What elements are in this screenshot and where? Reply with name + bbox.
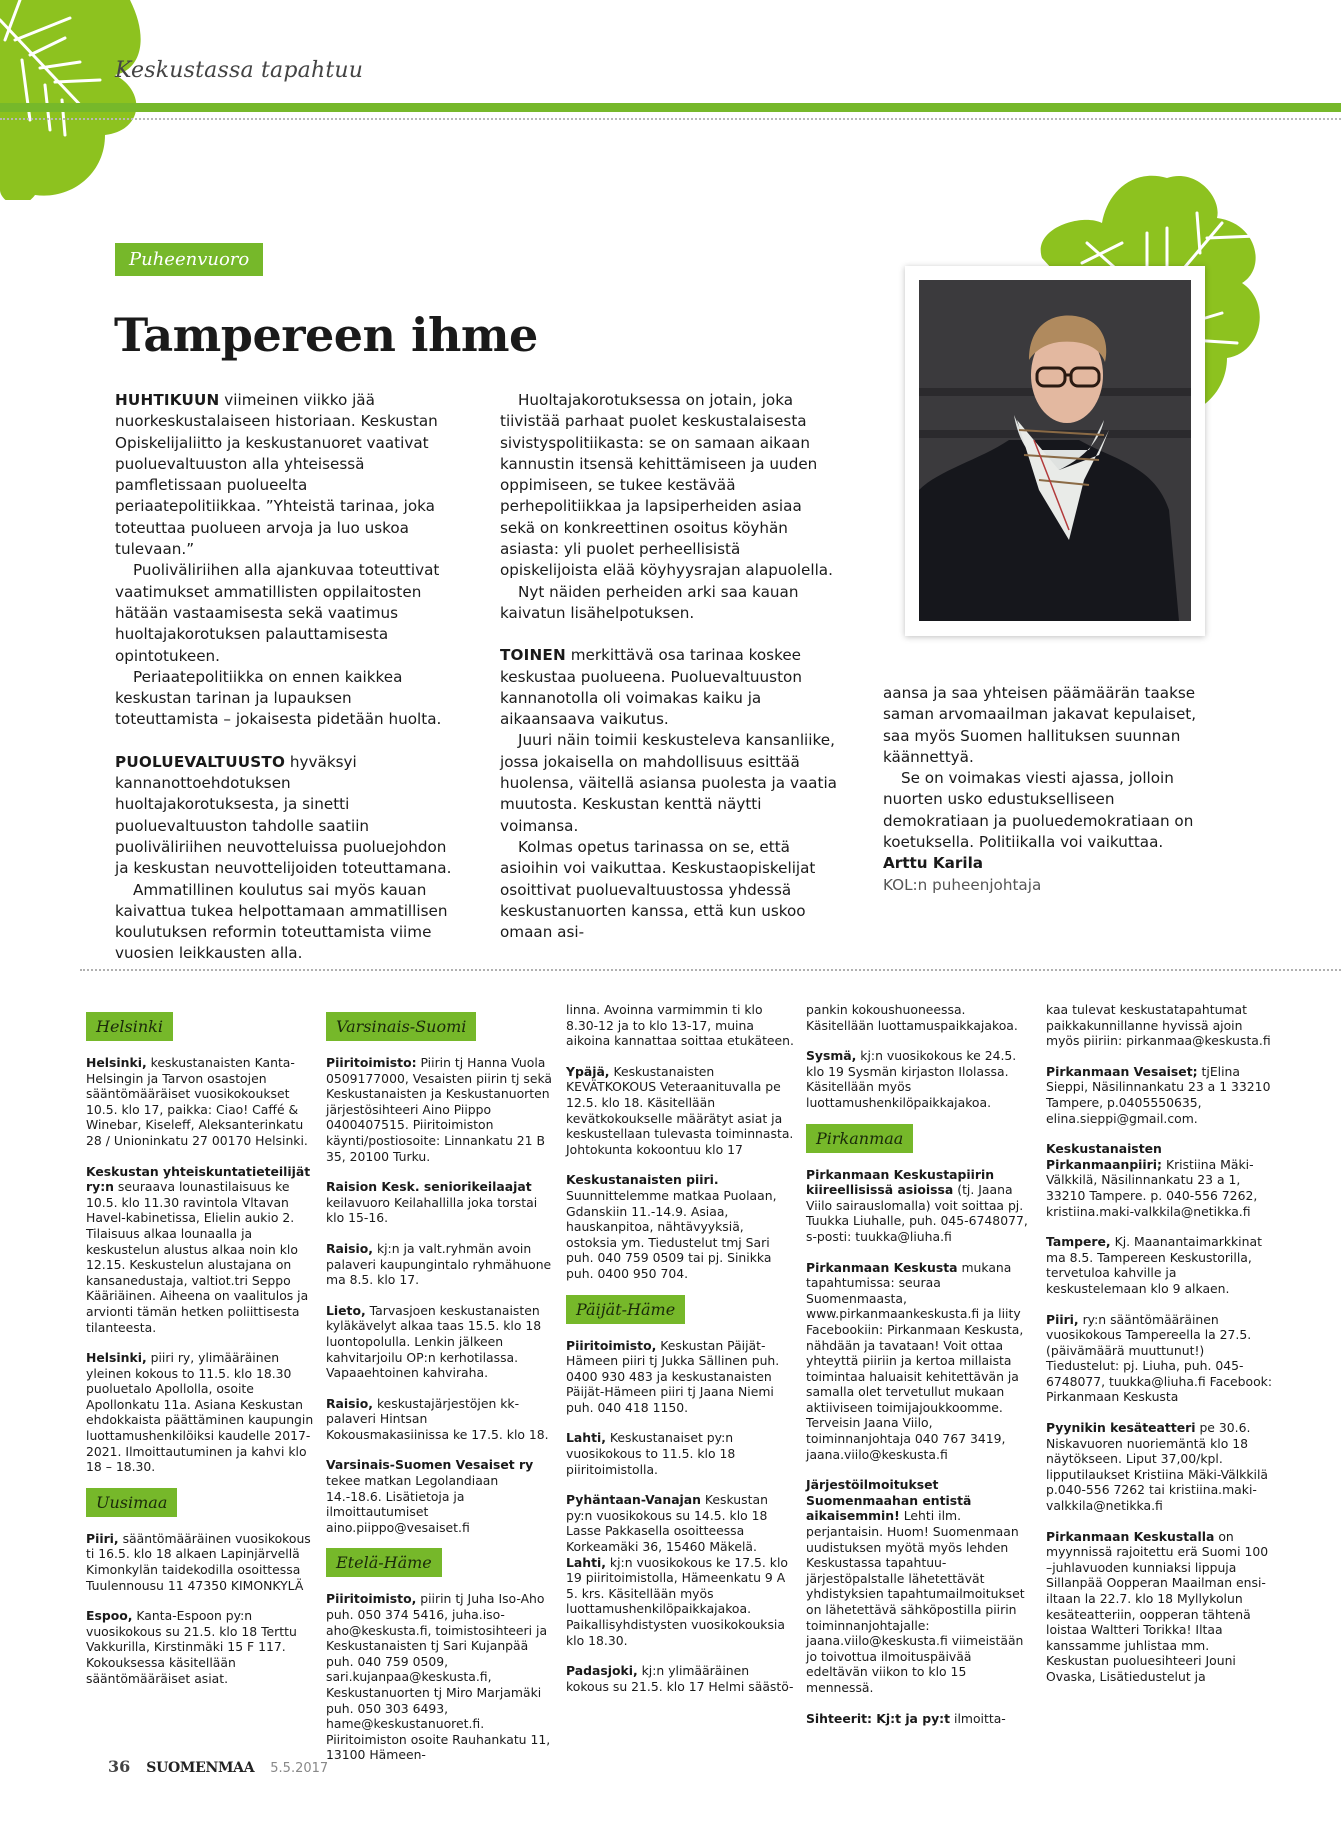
article-paragraph: Nyt näiden perheiden arki saa kauan kaivatun lisähelpotuksen. xyxy=(500,582,799,622)
notice-lead: Varsinais-Suomen Vesaiset ry xyxy=(326,1457,534,1473)
notice-text: kj:n vuosikokous ke 24.5. klo 19 Sysmän kirjaston Ilolassa. Käsitellään myös luottamushenkilöpaikkajakoa. xyxy=(806,1048,1017,1110)
page-footer xyxy=(108,1757,328,1776)
notice-text: keskustanaisten Kanta-Helsingin ja Tarvon osastojen sääntömääräiset vuosikokoukset 10.5. klo 17, paikka: Ciao! Caffé & Winebar, Kiseleff, Aleksanterinkatu 28 / Unioninkatu 27 00170 Helsinki. xyxy=(86,1055,308,1148)
article-paragraph: Ammatillinen koulutus sai myös kauan kaivattua tukea helpottamaan ammatillisen koulutuksen reformin toteuttamista viime vuosien leikkausten alla. xyxy=(115,880,448,963)
notice-lead: Padasjoki, xyxy=(566,1663,638,1679)
byline-name: Arttu Karila xyxy=(883,854,984,873)
notice-lead: Keskustan yhteiskuntatieteilijät ry:n xyxy=(86,1163,311,1195)
notice-item xyxy=(1046,1141,1274,1219)
article-paragraph: Juuri näin toimii keskusteleva kansanliike, jossa jokaisella on mahdollisuus esittää huolensa, väitellä asiansa puolesta ja vaatia muutosta. Keskustan kenttä näytti voimansa. xyxy=(500,731,837,835)
header-rule xyxy=(0,103,1341,112)
portrait-illustration xyxy=(919,280,1191,621)
region-heading-row xyxy=(566,1297,794,1338)
notice-item xyxy=(566,1338,794,1416)
notice-item xyxy=(1046,1529,1274,1685)
author-photo-frame xyxy=(905,266,1205,636)
notice-lead: Sysmä, xyxy=(806,1048,857,1064)
notice-text: seuraava lounastilaisuus ke 10.5. klo 11.30 ravintola Vltavan Havel-kabinetissa, Elielin aukio 2. Tilaisuus alkaa lounaalla ja keskustelun alustus alkaa noin klo 12.15. Keskustelun alustajana on kansanedustaja, valtiot.tri Seppo Kääriäinen. Aiheena on vaalitulos ja arvionti tämän hetken poliittisesta tilanteesta. xyxy=(86,1179,309,1335)
notice-item xyxy=(566,1492,794,1554)
issue-date: 5.5.2017 xyxy=(270,1761,329,1776)
header-dotted-divider xyxy=(0,118,1341,120)
notices-column-2 xyxy=(326,1012,554,1778)
notice-text: Lehti ilm. perjantaisin. Huom! Suomenmaan uudistuksen myötä myös lehden Keskustassa tapahtuu-järjestöpalstalle lähetettävät yhdistyksien tapahtumailmoitukset on lähetettävä sähköpostilla piirin toiminnanjohtajalle: jaana.viilo@keskusta.fi viimeistään jo toivottua ilmoituspäivää edeltävän viikon to klo 15 mennessä. xyxy=(806,1508,1025,1695)
notice-item xyxy=(566,1555,794,1649)
notice-text: Keskustan py:n vuosikokous su 14.5. klo 18 Lasse Pakkasella osoitteessa Korkeamäki 36, 15460 Mäkelä. xyxy=(566,1492,768,1555)
notice-text: piiri ry, ylimääräinen yleinen kokous to 11.5. klo 18.30 puoluetalo Apollolla, osoite Apollonkatu 11a. Asiana Keskustan ehdokkaista päättäminen kaupungin luottamushenkilöiksi kaudelle 2017-2021. Ilmoittautuminen ja kahvi klo 18 – 18.30. xyxy=(86,1350,314,1475)
notice-item xyxy=(86,1608,314,1686)
notice-text: piirin tj Juha Iso-Aho puh. 050 374 5416, juha.iso-aho@keskusta.fi, toimistosihteeri ja Keskustanaisten tj Sari Kujanpää puh. 040 759 0509, sari.kujanpaa@keskusta.fi, Keskustanuorten tj Miro Marjamäki puh. 050 303 6493, hame@keskustanuoret.fi. Piiritoimiston osoite Rauhankatu 11, 13100 Hämeen- xyxy=(326,1591,551,1763)
notice-text: Suunnittelemme matkaa Puolaan, Gdanskiin 11.-14.9. Asiaa, hauskanpitoa, nähtävyyksiä, ostoksia ym. Tiedustelut tmj Sari puh. 040 759 0509 tai pj. Sinikka puh. 0400 950 704. xyxy=(566,1187,777,1281)
notice-lead: Ypäjä, xyxy=(566,1063,610,1079)
notice-item xyxy=(86,1350,314,1475)
notice-item xyxy=(566,1430,794,1477)
notice-text: Keskustan Päijät-Hämeen piiri tj Jukka Sällinen puh. 0400 930 483 ja keskustanaisten Päijät-Hämeen piiri tj Jaana Niemi puh. 040 418 1150. xyxy=(566,1337,780,1415)
publication-name: SUOMENMAA xyxy=(146,1760,255,1776)
article-column-3 xyxy=(883,683,1223,896)
notice-text: on myynnissä rajoitettu erä Suomi 100 –juhlavuoden kunniaksi lippuja Sillanpää Oopperan Maailman ensi-iltaan la 22.7. klo 18 Myllykolun kesäteatteriin, oopperan tähtenä loistaa Waltteri Torikka! Iltaa kanssamme juhlistaa mm. Keskustan puoluesihteeri Jouni Ovaska, Lisätiedustelut ja xyxy=(1046,1528,1269,1684)
notice-text: Kristiina Mäki-Välkkilä, Näsilinnankatu 23 a 1, 33210 Tampere. p. 040-556 7262, kristiina.maki-valkkila@netikka.fi xyxy=(1046,1156,1258,1219)
notice-text: keskustajärjestöjen kk-palaveri Hintsan Kokousmakasiinissa ke 17.5. klo 18. xyxy=(326,1395,549,1442)
notice-text: kj:n ja valt.ryhmän avoin palaveri kaupungintalo ryhmähuone ma 8.5. klo 17. xyxy=(326,1240,552,1288)
region-heading: Päijät-Häme xyxy=(566,1295,685,1324)
notice-item xyxy=(326,1241,554,1288)
notice-lead: Piiri, xyxy=(1046,1311,1079,1327)
notice-item xyxy=(806,1711,1034,1727)
notice-item xyxy=(1046,1002,1274,1049)
notice-item xyxy=(566,1663,794,1694)
region-heading: Etelä-Häme xyxy=(326,1548,442,1577)
notices-column-3 xyxy=(566,1002,794,1709)
article-paragraph: HUHTIKUUN viimeinen viikko jää nuorkeskustalaiseen historiaan. Keskustan Opiskelijaliitto ja keskustanuoret vaativat puoluevaltuuston alla yhteisessä pamfletissaan puolueelta periaatepolitiikkaa. ”Yhteistä tarinaa, joka toteuttaa puolueen arvoja ja luo uskoa tulevaan.” xyxy=(115,391,438,559)
notice-text: Keskustanaiset py:n vuosikokous to 11.5. klo 18 piiritoimistolla. xyxy=(566,1430,736,1477)
notice-text: mukana tapahtumissa: seuraa Suomenmaasta, www.pirkanmaankeskusta.fi ja liity Facebookiin: Pirkanmaan Keskusta, nähdään ja tavataan! Voit ottaa yhteyttä piiriin ja kertoa millaista toimintaa haluaisit kehitettävän ja samalla olet tervetullut mukaan aktiiviseen toimijajoukkoomme. Terveisin Jaana Viilo, toiminnanjohtaja 040 767 3419, jaana.viilo@keskusta.fi xyxy=(806,1259,1024,1462)
notice-item xyxy=(86,1055,314,1149)
region-heading-row xyxy=(326,1550,554,1591)
notice-item xyxy=(806,1048,1034,1110)
region-heading-row xyxy=(326,1012,554,1055)
notice-text: (tj. Jaana Viilo sairauslomalla) voit soittaa pj. Tuukka Liuhalle, puh. 045-6748077, s-posti: tuukka@liuha.fi xyxy=(806,1182,1028,1244)
article-headline: Tampereen ihme xyxy=(114,308,538,362)
notice-lead: Tampere, xyxy=(1046,1234,1111,1250)
notice-text: Kanta-Espoon py:n vuosikokous su 21.5. klo 18 Terttu Vakkurilla, Kirstinmäki 15 F 117. Kokouksessa käsitellään sääntömääräiset asiat. xyxy=(86,1608,297,1686)
notice-item xyxy=(1046,1234,1274,1296)
leaf-decoration-icon xyxy=(0,0,150,200)
region-heading: Helsinki xyxy=(86,1012,173,1041)
article-paragraph: Se on voimakas viesti ajassa, jolloin nuorten usko edustukselliseen demokratiaan ja puoluedemokratiaan on koetuksella. Politiikalla voi vaikuttaa. xyxy=(883,769,1194,852)
notice-lead: Helsinki, xyxy=(86,1350,147,1366)
notices-column-4 xyxy=(806,1002,1034,1741)
notice-item xyxy=(566,1172,794,1281)
notice-text: tjElina Sieppi, Näsilinnankatu 23 a 1 33210 Tampere, p.0405550635, elina.sieppi@gmail.com. xyxy=(1046,1063,1271,1126)
notice-text: pankin kokoushuoneessa. Käsitellään luottamuspaikkajakoa. xyxy=(806,1002,1018,1033)
notice-item xyxy=(86,1164,314,1336)
article-paragraph: Puoliväliriihen alla ajankuvaa toteuttivat vaatimukset ammatillisten oppilaitosten hätään vastaamisesta sekä vaatimus huoltajakorotuksen palauttamisesta opintotukeen. xyxy=(115,561,440,665)
region-heading-row xyxy=(86,1490,314,1531)
notice-item xyxy=(86,1531,314,1593)
notice-text: Piirin tj Hanna Vuola 0509177000, Vesaisten piirin tj sekä Keskustanaisten ja Keskustanuorten järjestösihteeri Aino Piippo 0400407515. Piiritoimiston käynti/postiosoite: Linnankatu 21 B 35, 20100 Turku. xyxy=(326,1055,553,1164)
notice-lead: Lahti, xyxy=(566,1430,606,1446)
notice-item xyxy=(566,1064,794,1158)
notice-text: kaa tulevat keskustatapahtumat paikkakunnillanne hyvissä ajoin myös piiriin: pirkanmaa@keskusta.fi xyxy=(1046,1002,1271,1049)
notice-lead: Pirkanmaan Vesaiset; xyxy=(1046,1063,1198,1079)
notice-lead: Lahti, xyxy=(566,1554,606,1570)
notice-text: kj:n vuosikokous ke 17.5. klo 19 piiritoimistolla, Hämeenkatu 9 A 5. krs. Käsitellään myös luottamushenkilöpaikkajakoa. Paikallisyhdistysten vuosikokouksia klo 18.30. xyxy=(566,1554,788,1648)
notice-item xyxy=(326,1591,554,1763)
article-kicker: Puheenvuoro xyxy=(115,243,263,276)
article-column-1 xyxy=(115,390,455,965)
notice-item xyxy=(806,1002,1034,1033)
notices-dotted-divider xyxy=(80,969,1341,971)
notice-lead: Espoo, xyxy=(86,1608,133,1624)
notice-text: tekee matkan Legolandiaan 14.-18.6. Lisätietoja ja ilmoittautumiset aino.piippo@vesaiset.fi xyxy=(326,1473,499,1535)
region-heading: Uusimaa xyxy=(86,1488,177,1517)
notice-lead: Pyynikin kesäteatteri xyxy=(1046,1420,1196,1436)
notice-item xyxy=(326,1303,554,1381)
author-photo xyxy=(919,280,1191,621)
notice-item xyxy=(806,1477,1034,1695)
notice-lead: Piiritoimisto, xyxy=(566,1337,657,1353)
notice-lead: Piiri, xyxy=(86,1530,119,1546)
notice-text: kj:n ylimääräinen kokous su 21.5. klo 17 Helmi säästö- xyxy=(566,1663,794,1694)
notice-lead: Pirkanmaan Keskustalla xyxy=(1046,1528,1215,1544)
region-heading-row xyxy=(86,1012,314,1055)
notice-text: ry:n sääntömääräinen vuosikokous Tampereella la 27.5. (päivämäärä muuttunut!) Tiedustelut: pj. Liuha, puh. 045-6748077, tuukka@liuha.fi Facebook: Pirkanmaan Keskusta xyxy=(1046,1311,1273,1405)
notice-item xyxy=(566,1002,794,1049)
article-column-2 xyxy=(500,390,840,943)
notice-item xyxy=(1046,1312,1274,1406)
byline-role: KOL:n puheenjohtaja xyxy=(883,875,1042,894)
notices-column-1 xyxy=(86,1012,314,1701)
notice-text: ilmoitta- xyxy=(950,1710,1006,1726)
notice-item xyxy=(1046,1064,1274,1126)
notice-lead: Järjestöilmoitukset Suomenmaahan entistä aikaisemmin! xyxy=(806,1477,972,1524)
page-number: 36 xyxy=(108,1757,131,1776)
notice-item xyxy=(806,1167,1034,1245)
notice-lead: Raisio, xyxy=(326,1395,373,1411)
notice-text: Keskustanaisten KEVÄTKOKOUS Veteraanituvalla pe 12.5. klo 18. Käsitellään kevätkokoukselle määrätyt asiat ja keskustellaan tulevasta toiminnasta. Johtokunta kokoontuu klo 17 xyxy=(566,1063,794,1157)
article-paragraph: Huoltajakorotuksessa on jotain, joka tiivistää parhaat puolet keskustalaisesta sivistyspolitiikasta: se on samaan aikaan kannustin itsensä kehittämiseen ja uuden oppimiseen, se tukee kestävää perhepolitiikkaa ja lapsiperheiden asiaa sekä on konkreettinen osoitus köyhän asiasta: yli puolet perheellisistä opiskelijoista elää köyhyysrajan alapuolella. xyxy=(500,391,833,580)
article-paragraph: Kolmas opetus tarinassa on se, että asioihin voi vaikuttaa. Keskustaopiskelijat osoittivat puoluevaltuustossa yhdessä keskustanuorten kanssa, että kun uskoo omaan asi- xyxy=(500,837,816,942)
article-paragraph: TOINEN merkittävä osa tarinaa koskee keskustaa puolueena. Puoluevaltuuston kannanotolla oli voimakas kaiku ja aikaansaava vaikutus. xyxy=(500,646,802,729)
notice-item xyxy=(1046,1420,1274,1514)
notice-text: Kj. Maanantaimarkkinat ma 8.5. Tampereen Keskustorilla, tervetuloa kahville ja keskustelemaan klo 9 alkaen. xyxy=(1046,1234,1262,1296)
notice-lead: Pirkanmaan Keskustapiirin kiireellisissä asioissa xyxy=(806,1166,995,1198)
notice-lead: Pirkanmaan Keskusta xyxy=(806,1259,958,1275)
article-paragraph: Periaatepolitiikka on ennen kaikkea keskustan tarinan ja lupauksen toteuttamista – jokaisesta pidetään huolta. xyxy=(115,667,442,729)
notice-item xyxy=(326,1055,554,1164)
notice-text: linna. Avoinna varmimmin ti klo 8.30-12 ja to klo 13-17, muina aikoina kannattaa soittaa etukäteen. xyxy=(566,1002,794,1049)
notice-lead: Keskustanaisten piiri. xyxy=(566,1172,719,1188)
notice-item xyxy=(326,1179,554,1226)
notice-item xyxy=(806,1260,1034,1463)
article-paragraph: PUOLUEVALTUUSTO hyväksyi kannanottoehdotuksen huoltajakorotuksesta, ja sinetti puoluevaltuuston tahdolle saatiin puoliväliriihen neuvotteluissa puoluejohdon ja keskustan neuvottelijoiden toteuttamana. xyxy=(115,752,452,878)
notice-item xyxy=(326,1396,554,1443)
notice-text: sääntömääräinen vuosikokous ti 16.5. klo 18 alkaen Lapinjärvellä Kimonkylän taidekodilla osoittessa Tuulennousu 11 47350 KIMONKYLÄ xyxy=(86,1530,311,1593)
section-title: Keskustassa tapahtuu xyxy=(115,58,364,83)
notice-lead: Piiritoimisto, xyxy=(326,1591,417,1607)
notice-text: keilavuoro Keilahallilla joka torstai klo 15-16. xyxy=(326,1194,538,1226)
region-heading: Varsinais-Suomi xyxy=(326,1012,476,1041)
region-heading: Pirkanmaa xyxy=(806,1124,913,1153)
notice-lead: Raision Kesk. seniorikeilaajat xyxy=(326,1179,532,1195)
notice-lead: Lieto, xyxy=(326,1302,366,1318)
notice-lead: Sihteerit: Kj:t ja py:t xyxy=(806,1710,951,1726)
notice-lead: Helsinki, xyxy=(86,1055,147,1070)
region-heading-row xyxy=(806,1126,1034,1167)
article-paragraph: aansa ja saa yhteisen päämäärän taakse saman arvomaailman jakavat kepulaiset, saa myös Suomen hallituksen suunnan käännettyä. xyxy=(883,684,1197,766)
notice-text: Tarvasjoen keskustanaisten kyläkävelyt alkaa taas 15.5. klo 18 luontopolulla. Lenkin jälkeen kahvitarjoilu OP:n kerhotilassa. Vapaaehtoinen kahviraha. xyxy=(326,1302,542,1381)
notice-text: pe 30.6. Niskavuoren nuoriemäntä klo 18 näytökseen. Liput 37,00/kpl. lipputilaukset Kristiina Mäki-Välkkilä p.040-556 7262 tai kristiina.maki-valkkila@netikka.fi xyxy=(1046,1420,1268,1514)
notices-column-5 xyxy=(1046,1002,1274,1700)
notice-lead: Pyhäntaan-Vanajan xyxy=(566,1492,701,1508)
notice-lead: Raisio, xyxy=(326,1240,373,1256)
notice-lead: Piiritoimisto: xyxy=(326,1055,417,1070)
notice-item xyxy=(326,1457,554,1535)
notice-lead: Keskustanaisten Pirkanmaanpiiri; xyxy=(1046,1141,1162,1172)
